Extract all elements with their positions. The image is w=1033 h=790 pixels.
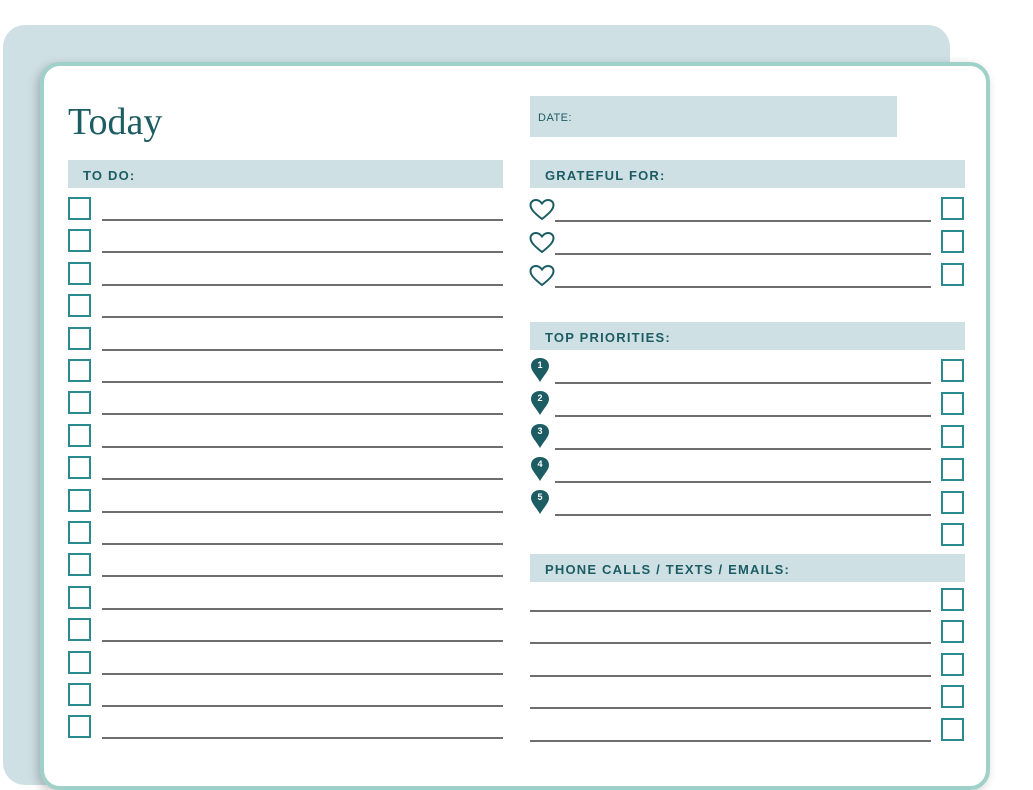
priority-number: 5 xyxy=(537,492,543,502)
todo-checkbox[interactable] xyxy=(68,521,91,544)
pin-icon xyxy=(530,456,550,482)
priority-line[interactable] xyxy=(555,415,931,417)
priority-line[interactable] xyxy=(555,514,931,516)
todo-checkbox[interactable] xyxy=(68,197,91,220)
priority-checkbox[interactable] xyxy=(941,359,964,382)
grateful-line[interactable] xyxy=(555,220,931,222)
todo-checkbox[interactable] xyxy=(68,651,91,674)
calls-checkbox[interactable] xyxy=(941,653,964,676)
priority-number: 3 xyxy=(537,426,543,436)
todo-checkbox[interactable] xyxy=(68,618,91,641)
priority-line[interactable] xyxy=(555,382,931,384)
priorities-header-label: TOP PRIORITIES: xyxy=(545,330,671,345)
todo-checkbox[interactable] xyxy=(68,424,91,447)
calls-line[interactable] xyxy=(530,610,931,612)
todo-checkbox[interactable] xyxy=(68,391,91,414)
grateful-header-label: GRATEFUL FOR: xyxy=(545,168,666,183)
heart-icon xyxy=(529,232,555,254)
priority-checkbox[interactable] xyxy=(941,458,964,481)
priority-checkbox[interactable] xyxy=(941,491,964,514)
priority-number: 1 xyxy=(537,360,543,370)
todo-line[interactable] xyxy=(102,608,503,610)
todo-line[interactable] xyxy=(102,251,503,253)
todo-checkbox[interactable] xyxy=(68,715,91,738)
todo-line[interactable] xyxy=(102,446,503,448)
todo-checkbox[interactable] xyxy=(68,683,91,706)
todo-checkbox[interactable] xyxy=(68,294,91,317)
grateful-line[interactable] xyxy=(555,286,931,288)
calls-header xyxy=(530,554,965,582)
calls-checkbox[interactable] xyxy=(941,588,964,611)
todo-line[interactable] xyxy=(102,413,503,415)
calls-checkbox[interactable] xyxy=(941,718,964,741)
priority-number: 2 xyxy=(537,393,543,403)
todo-header-label: TO DO: xyxy=(83,168,136,183)
pin-icon xyxy=(530,423,550,449)
priorities-header xyxy=(530,322,965,350)
calls-header-label: PHONE CALLS / TEXTS / EMAILS: xyxy=(545,562,790,577)
priority-checkbox[interactable] xyxy=(941,392,964,415)
grateful-checkbox[interactable] xyxy=(941,263,964,286)
todo-line[interactable] xyxy=(102,640,503,642)
todo-line[interactable] xyxy=(102,349,503,351)
grateful-header xyxy=(530,160,965,188)
todo-line[interactable] xyxy=(102,316,503,318)
todo-line[interactable] xyxy=(102,575,503,577)
heart-icon xyxy=(529,199,555,221)
todo-checkbox[interactable] xyxy=(68,359,91,382)
priority-checkbox[interactable] xyxy=(941,523,964,546)
todo-line[interactable] xyxy=(102,673,503,675)
priority-line[interactable] xyxy=(555,448,931,450)
todo-header xyxy=(68,160,503,188)
calls-line[interactable] xyxy=(530,675,931,677)
priority-line[interactable] xyxy=(555,481,931,483)
pin-icon xyxy=(530,390,550,416)
todo-checkbox[interactable] xyxy=(68,229,91,252)
todo-line[interactable] xyxy=(102,737,503,739)
grateful-checkbox[interactable] xyxy=(941,197,964,220)
calls-line[interactable] xyxy=(530,642,931,644)
todo-line[interactable] xyxy=(102,284,503,286)
todo-line[interactable] xyxy=(102,511,503,513)
todo-checkbox[interactable] xyxy=(68,553,91,576)
todo-checkbox[interactable] xyxy=(68,456,91,479)
todo-line[interactable] xyxy=(102,381,503,383)
calls-line[interactable] xyxy=(530,740,931,742)
todo-checkbox[interactable] xyxy=(68,586,91,609)
grateful-checkbox[interactable] xyxy=(941,230,964,253)
todo-line[interactable] xyxy=(102,219,503,221)
calls-line[interactable] xyxy=(530,707,931,709)
todo-checkbox[interactable] xyxy=(68,489,91,512)
date-field[interactable] xyxy=(530,96,897,137)
priority-number: 4 xyxy=(537,459,543,469)
todo-line[interactable] xyxy=(102,478,503,480)
grateful-line[interactable] xyxy=(555,253,931,255)
page-title: Today xyxy=(68,101,163,143)
todo-checkbox[interactable] xyxy=(68,262,91,285)
calls-checkbox[interactable] xyxy=(941,620,964,643)
todo-line[interactable] xyxy=(102,543,503,545)
pin-icon xyxy=(530,357,550,383)
todo-checkbox[interactable] xyxy=(68,327,91,350)
priority-checkbox[interactable] xyxy=(941,425,964,448)
calls-checkbox[interactable] xyxy=(941,685,964,708)
heart-icon xyxy=(529,265,555,287)
pin-icon xyxy=(530,489,550,515)
date-label: DATE: xyxy=(538,112,573,124)
todo-line[interactable] xyxy=(102,705,503,707)
